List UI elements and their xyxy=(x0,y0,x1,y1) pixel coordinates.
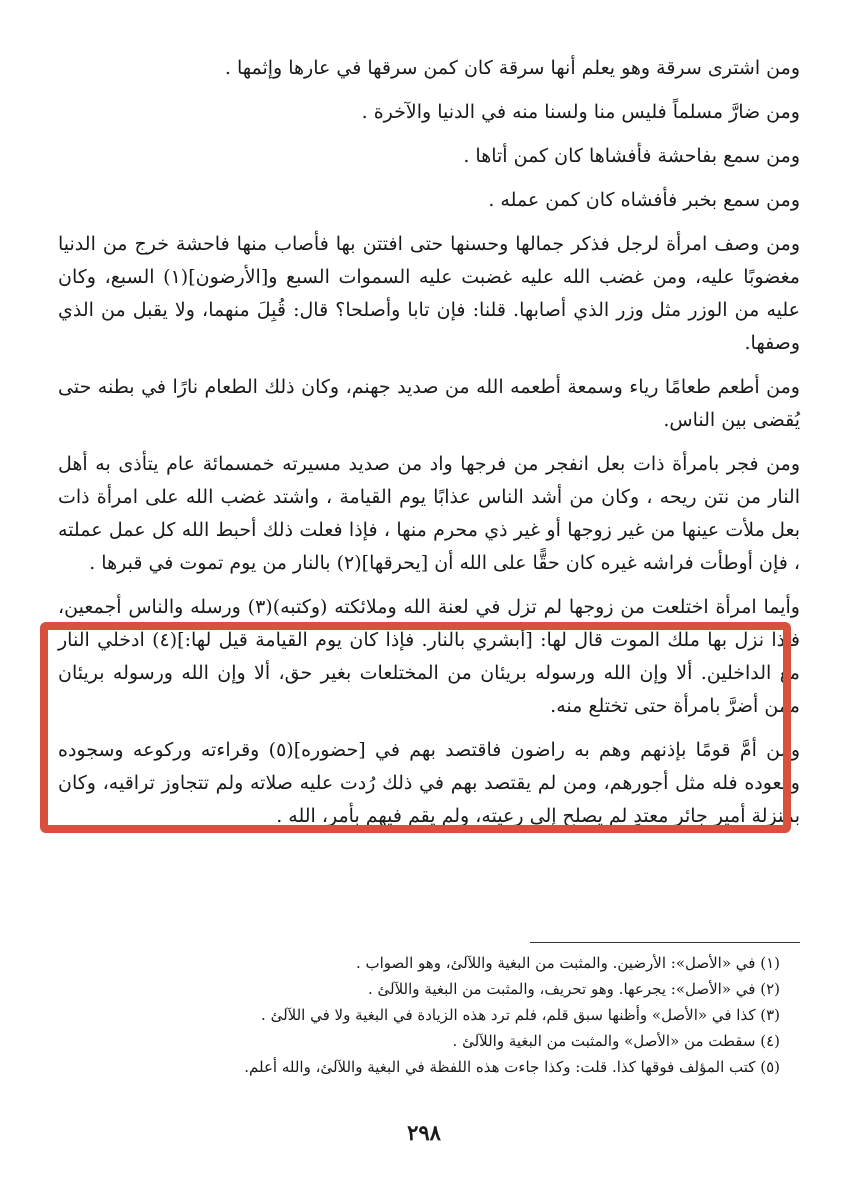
footnotes xyxy=(130,950,780,1080)
paragraph-2: ومن ضارَّ مسلماً فليس منا ولسنا منه في الدنيا والآخرة . xyxy=(361,101,800,123)
paragraph-6: ومن أطعم طعامًا رياء وسمعة أطعمه الله من صديد جهنم، وكان ذلك الطعام نارًا في بطنه حتى يُقضى بين الناس. xyxy=(58,376,800,431)
footnote-3: (٣) كذا في «الأصل» وأظنها سبق قلم، فلم ترد هذه الزيادة في البغية ولا في اللآلئ . xyxy=(261,1006,780,1024)
footnote-2: (٢) في «الأصل»: يجرعها. وهو تحريف، والمثبت من البغية واللآلئ . xyxy=(367,980,780,998)
paragraph-4: ومن سمع بخبر فأفشاه كان كمن عمله . xyxy=(488,189,800,211)
footnote-divider xyxy=(530,942,800,943)
paragraph-1: ومن اشترى سرقة وهو يعلم أنها سرقة كان كمن سرقها في عارها وإثمها . xyxy=(224,57,800,79)
footnote-5: (٥) كتب المؤلف فوقها كذا. قلت: وكذا جاءت هذه اللفظة في البغية واللآلئ، والله أعلم. xyxy=(244,1058,780,1076)
paragraph-7: ومن فجر بامرأة ذات بعل انفجر من فرجها واد من صديد مسيرته خمسمائة عام يتأذى به أهل النار من نتن ريحه ، وكان من أشد الناس عذابًا يوم القيامة ، واشتد غضب الله على امرأة ذات بعل ملأت عينها من غير زوجها أو غير ذي محرم منها ، فإذا فعلت ذلك أحبط الله كل عمل عملته ، فإن أوطأت فراشه غيره كان حقًّا على الله أن [يحرقها](٢) بالنار من يوم تموت في قبرها . xyxy=(58,453,800,574)
page-number: ٢٩٨ xyxy=(407,1120,441,1145)
paragraph-5: ومن وصف امرأة لرجل فذكر جمالها وحسنها حتى افتتن بها فأصاب منها فاحشة خرج من الدنيا مغضوبًا عليه، ومن غضب الله عليه غضبت عليه السموات السبع و[الأرضون](١) السبع، وكان عليه من الوزر مثل وزر الذي أصابها. قلنا: فإن تابا وأصلحا؟ قال: قُبِلَ منهما، ولا يقبل من الذي وصفها. xyxy=(58,233,800,354)
footnote-1: (١) في «الأصل»: الأرضين. والمثبت من البغية واللآلئ، وهو الصواب . xyxy=(355,954,780,972)
paragraph-3: ومن سمع بفاحشة فأفشاها كان كمن أتاها . xyxy=(463,145,800,167)
highlighted-paragraph: وأيما امرأة اختلعت من زوجها لم تزل في لعنة الله وملائكته (وكتبه)(٣) ورسله والناس أجمعين، فإذا نزل بها ملك الموت قال لها: [أبشري بالنار. فإذا كان يوم القيامة قيل لها:](٤) ادخلي النار مع الداخلين. ألا وإن الله ورسوله بريئان من المختلعات بغير حق، ألا وإن الله ورسوله بريئان ممن أضرَّ بامرأة حتى تختلع منه. xyxy=(58,596,800,717)
paragraph-9: ومن أمَّ قومًا بإذنهم وهم به راضون فاقتصد بهم في [حضوره](٥) وقراءته وركوعه وسجوده وقعوده فله مثل أجورهم، ومن لم يقتصد بهم في ذلك رُدت عليه صلاته ولم تتجاوز تراقيه، وكان بمنزلة أمير جائر معتدٍ لم يصلح إلى رعيته، ولم يقم فيهم بأمر، الله . xyxy=(58,739,800,827)
footnote-4: (٤) سقطت من «الأصل» والمثبت من البغية واللآلئ . xyxy=(452,1032,780,1050)
main-text xyxy=(58,52,800,844)
